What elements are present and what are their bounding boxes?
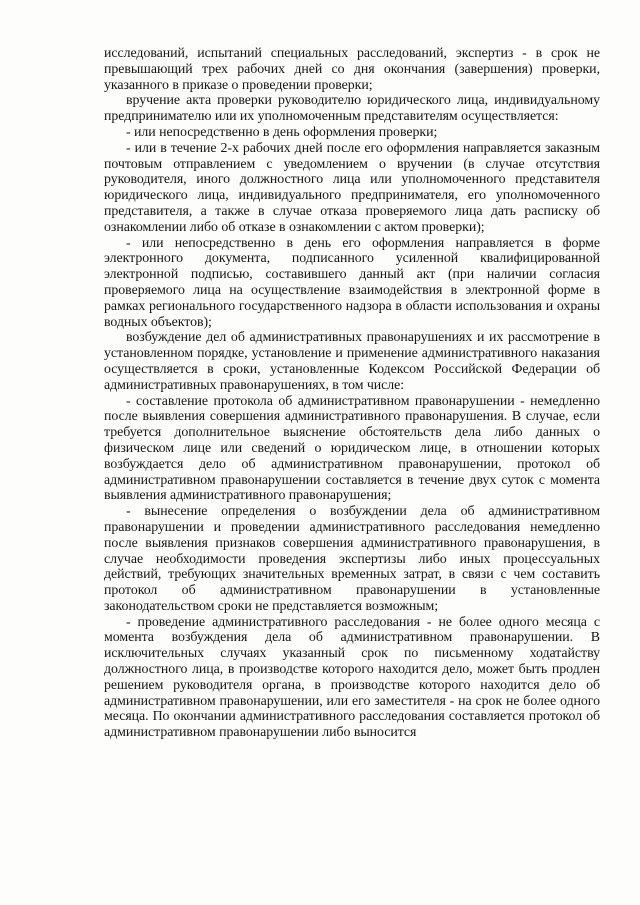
paragraph-2: вручение акта проверки руководителю юридического лица, индивидуальному предпринимателю или их уполномоченным представителям осуществляется: (104, 93, 600, 125)
paragraph-5: - или непосредственно в день его оформления направляется в форме электронного документа, подписанного усиленной квалифицированной электронной подписью, составившего данный акт (при наличии согласия проверяемого лица на осуществление взаимодействия в электронной форме в рамках регионального государственного надзора в области использования и охраны водных объектов); (104, 235, 600, 330)
paragraph-6: возбуждение дел об административных правонарушениях и их рассмотрение в установленном порядке, установление и применение административного наказания осуществляется в сроки, установленные Кодексом Российской Федерации об административных правонарушениях, в том числе: (104, 330, 600, 393)
paragraph-1: исследований, испытаний специальных расследований, экспертиз - в срок не превышающий трех рабочих дней со дня окончания (завершения) проверки, указанного в приказе о проведении проверки; (104, 46, 600, 93)
paragraph-3: - или непосредственно в день оформления проверки; (126, 124, 438, 140)
paragraph-9: - проведение административного расследования - не более одного месяца с момента возбуждения дела об административном правонарушении. В исключительных случаях указанный срок по письменному ходатайству должностного лица, в производстве которого находится дело, может быть продлен решением руководителя органа, в производстве которого находится дело об административном правонарушении, или его заместителя - на срок не более одного месяца. По окончании административного расследования составляется протокол об административном правонарушении либо выносится (104, 614, 600, 741)
paragraph-7: - составление протокола об административном правонарушении - немедленно после выявления совершения административного правонарушения. В случае, если требуется дополнительное выяснение обстоятельств дела либо данных о физическом лице или сведений о юридическом лице, в отношении которых возбуждается дело об административном правонарушении, протокол об административном правонарушении составляется в течение двух суток с момента выявления административного правонарушения; (104, 393, 600, 504)
paragraph-4: - или в течение 2-х рабочих дней после его оформления направляется заказным почтовым отправлением с уведомлением о вручении (в случае отсутствия руководителя, иного должностного лица или уполномоченного представителя юридического лица, индивидуального предпринимателя, его уполномоченного представителя, а также в случае отказа проверяемого лица дать расписку об ознакомлении либо об отказе в ознакомлении с актом проверки); (104, 140, 600, 235)
paragraph-8: - вынесение определения о возбуждении дела об административном правонарушении и проведении административного расследования немедленно после выявления признаков совершения административного правонарушения, в случае необходимости проведения экспертизы либо иных процессуальных действий, требующих значительных временных затрат, в связи с чем составить протокол об административном правонарушении в установленные законодательством сроки не представляется возможным; (104, 504, 600, 614)
document-body (104, 46, 600, 741)
